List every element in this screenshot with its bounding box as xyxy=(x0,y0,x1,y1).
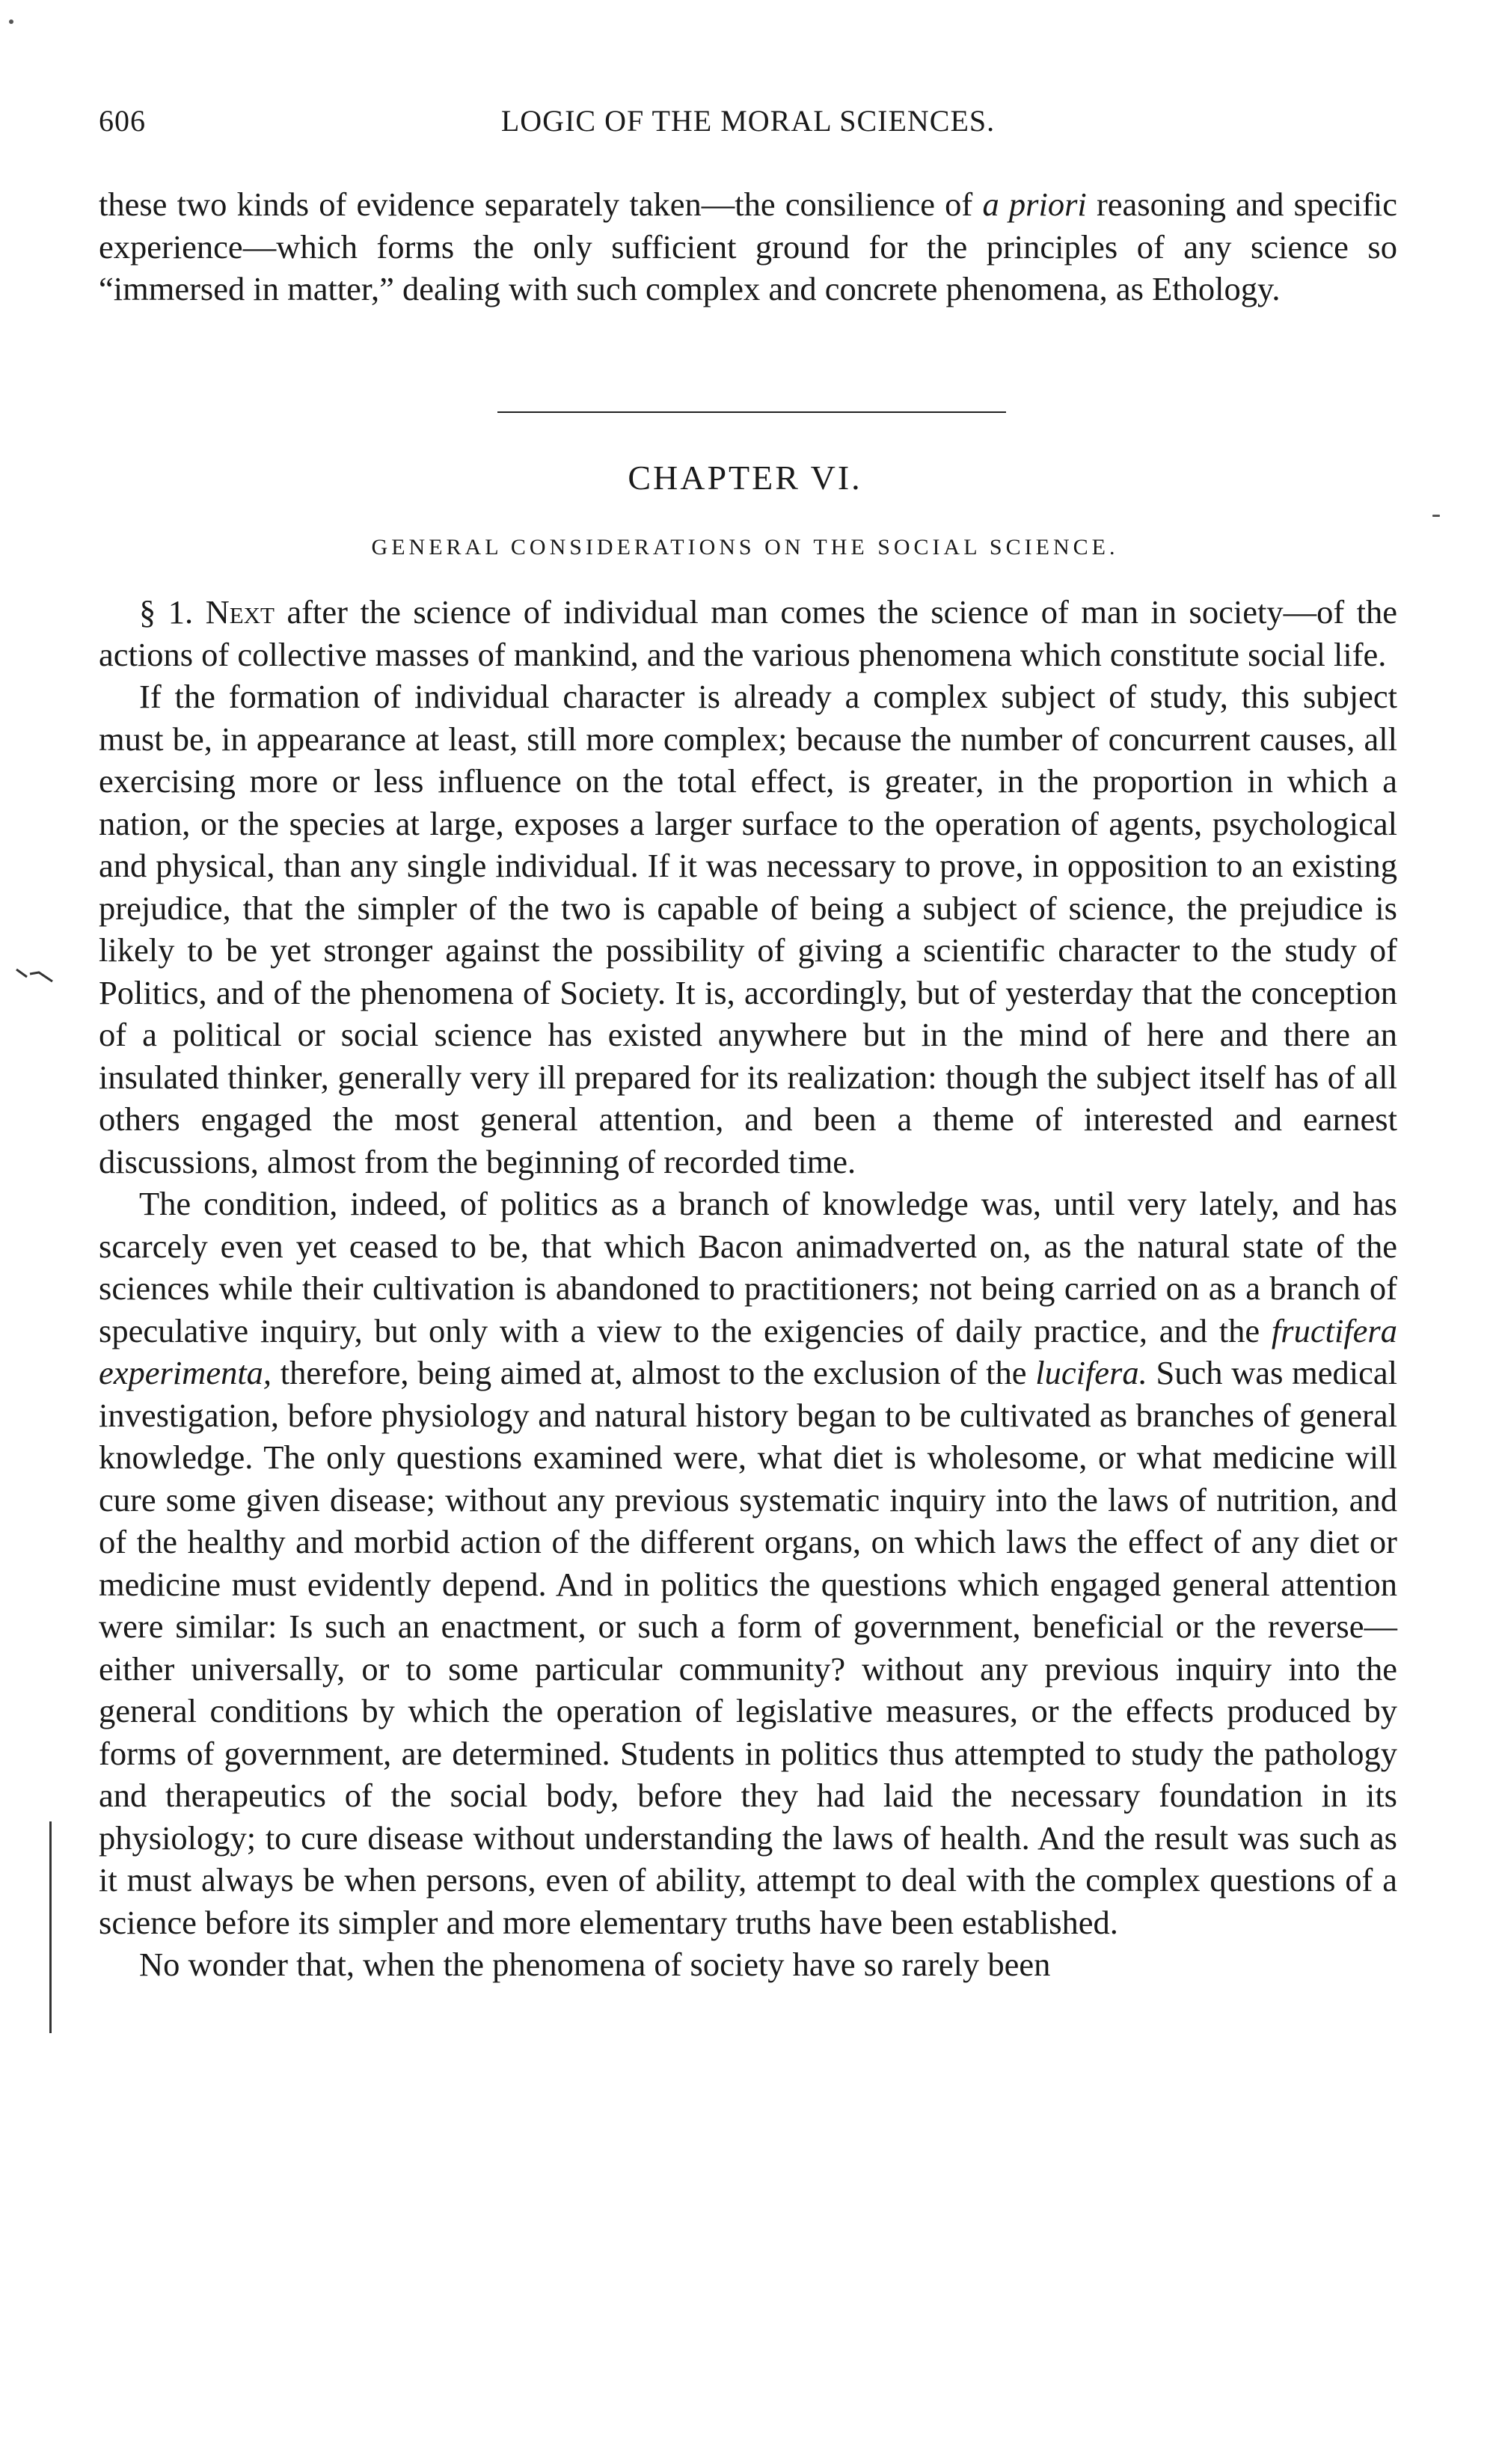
margin-pencil-mark xyxy=(15,966,54,984)
section-1-text: after the science of individual man comes the science of man in society—of the actions of collective masses of mankind, and the various phenomena which constitute social life. xyxy=(99,593,1397,673)
margin-line-mark xyxy=(49,1821,52,2033)
intro-paragraph xyxy=(99,183,1397,310)
scan-speck xyxy=(9,19,13,24)
chapter-subtitle: GENERAL CONSIDERATIONS ON THE SOCIAL SCIENCE. xyxy=(371,535,1119,560)
section-marker: § 1. xyxy=(139,593,206,631)
paragraph-2: If the formation of individual character is already a complex subject of study, this subject must be, in appearance at least, still more complex; because the number of concurrent causes, all exercising more or less influence on the total effect, is greater, in the proportion in which a nation, or the species at large, exposes a larger surface to the operation of agents, psychological and physical, than any single individual. If it was necessary to prove, in opposition to an existing prejudice, that the simpler of the two is capable of being a subject of science, the prejudice is likely to be yet stronger against the possibility of giving a scientific character to the study of Politics, and of the phenomena of Society. It is, accordingly, but of yesterday that the conception of a political or social science has existed anywhere but in the mind of here and there an insulated thinker, generally very ill prepared for its realization: though the subject itself has of all others engaged the most general attention, and been a theme of interested and earnest discussions, almost from the beginning of recorded time. xyxy=(99,678,1397,1180)
paragraph-3-part-2: therefore, being aimed at, almost to the exclusion of the xyxy=(272,1354,1036,1391)
intro-text-before: these two kinds of evidence separately taken—the consilience of xyxy=(99,186,983,223)
intro-text-after: reasoning and specific experience—which forms the only sufficient ground for the principles of any science so “immersed in matter,” dealing with such complex and concrete phenomena, as Ethology. xyxy=(99,186,1398,307)
chapter-title: CHAPTER VI. xyxy=(628,459,862,497)
page-header xyxy=(99,103,1397,148)
paragraph-3-part-1: The condition, indeed, of politics as a branch of knowledge was, until very lately, and has scarcely even yet ceased to be, that which Bacon animadverted on, as the natural state of the sciences while their cultivation is abandoned to practitioners; not being carried on as a branch of speculative inquiry, but only with a view to the exigencies of daily practice, and the xyxy=(99,1185,1397,1349)
intro-italic: a priori xyxy=(982,186,1087,223)
chapter-body xyxy=(99,591,1397,1986)
scan-speck xyxy=(1432,515,1440,517)
section-divider xyxy=(497,411,1006,413)
paragraph-4: No wonder that, when the phenomena of society have so rarely been xyxy=(139,1946,1051,1983)
running-title: LOGIC OF THE MORAL SCIENCES. xyxy=(500,104,996,138)
paragraph-3-italic-2: lucifera. xyxy=(1035,1354,1147,1391)
page-number: 606 xyxy=(99,104,146,138)
section-lead-word: Next xyxy=(205,593,275,631)
section-1-paragraph xyxy=(99,591,1397,675)
paragraph-3 xyxy=(99,1183,1397,1943)
paragraph-3-part-3: Such was medical investigation, before physiology and natural history began to be cultivated as branches of general knowledge. The only questions examined were, what diet is wholesome, or what medicine will cure some given disease; without any previous systematic inquiry into the laws of nutrition, and of the healthy and morbid action of the different organs, on which laws the effect of any diet or medicine must evidently depend. And in politics the questions which engaged general attention were similar: Is such an enactment, or such a form of government, beneficial or the reverse—either universally, or to some particular community? without any previous inquiry into the general conditions by which the operation of legislative measures, or the effects produced by forms of government, are determined. Students in politics thus attempted to study the pathology and therapeutics of the social body, before they had laid the necessary foundation in its physiology; to cure disease without understanding the laws of health. And the result was such as it must always be when persons, even of ability, attempt to deal with the complex questions of a science before its simpler and more elementary truths have been established. xyxy=(99,1354,1397,1941)
paragraph-3-italic-1: fructifera experimenta, xyxy=(99,1311,1397,1391)
